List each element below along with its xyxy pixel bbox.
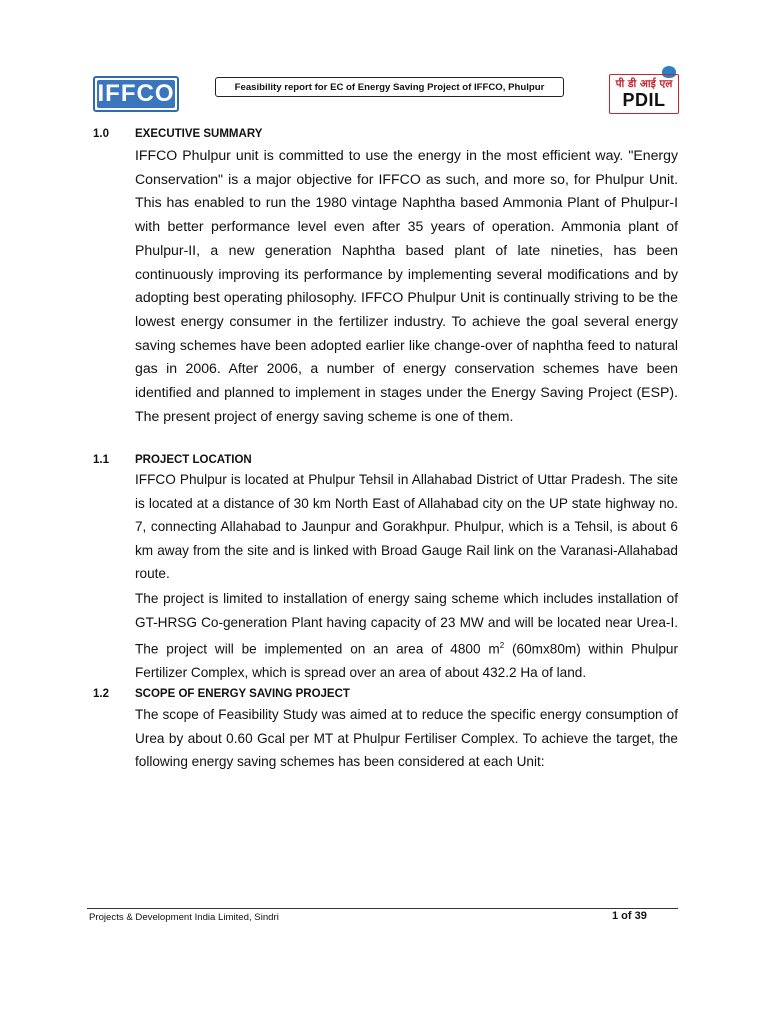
document-title: Feasibility report for EC of Energy Saving Project of IFFCO, Phulpur: [234, 81, 545, 93]
area-text-after: (60mx80m) within Phulpur Fertilizer Complex, which is spread over an area of about 432.2 Ha of land.: [135, 641, 678, 681]
document-title-box: [215, 77, 564, 97]
scope-paragraph: The scope of Feasibility Study was aimed at to reduce the specific energy consumption of Urea by about 0.60 Gcal per MT at Phulpur Fertiliser Complex. To achieve the target, the following energy saving schemes has been considered at each Unit:: [135, 707, 678, 769]
footer-divider: [87, 908, 678, 909]
section-number-1-2: 1.2: [93, 688, 109, 700]
section-title-scope-energy-saving: SCOPE OF ENERGY SAVING PROJECT: [135, 688, 350, 700]
pdil-logo-hindi: पी डी आई एल: [615, 78, 673, 90]
iffco-logo-text: IFFCO: [97, 80, 175, 107]
pdil-logo-text: PDIL: [622, 90, 666, 110]
pdil-logo: [609, 74, 679, 114]
section-number-1-1: 1.1: [93, 454, 109, 466]
area-text-before: The project is limited to installation of energy saing scheme which includes installation of GT-HRSG Co-generation Plant having capacity of 23 MW and will be located near Urea-I. The project will be implemented on an area of 4800 m: [135, 591, 678, 657]
section-title-executive-summary: EXECUTIVE SUMMARY: [135, 128, 263, 140]
page-number: 1 of 39: [612, 910, 647, 922]
project-location-paragraph: IFFCO Phulpur is located at Phulpur Tehsil in Allahabad District of Uttar Pradesh. The site is located at a distance of 30 km North East of Allahabad city on the UP state highway no. 7, connecting Allahabad to Jaunpur and Gorakhpur. Phulpur, which is a Tehsil, is about 6 km away from the site and is linked with Broad Gauge Rail link on the Varanasi-Allahabad route.: [135, 472, 678, 581]
iffco-logo: [93, 76, 179, 112]
footer-company: Projects & Development India Limited, Sindri: [89, 912, 279, 923]
section-number-1-0: 1.0: [93, 128, 109, 140]
project-scope-area-paragraph: [135, 587, 678, 685]
executive-summary-paragraph: IFFCO Phulpur unit is committed to use the energy in the most efficient way. "Energy Conservation" is a major objective for IFFCO as such, and more so, for Phulpur Unit. This has enabled to run the 1980 vintage Naphtha based Ammonia Plant of Phulpur-I with better performance level even after 35 years of operation. Ammonia plant of Phulpur-II, a new generation Naphtha based plant of late nineties, has been continuously improving its performance by implementing several modifications and by adopting best operating philosophy. IFFCO Phulpur Unit is continually striving to be the lowest energy consumer in the fertilizer industry. To achieve the goal several energy saving schemes have been adopted earlier like change-over of naphtha feed to natural gas in 2006. After 2006, a number of energy conservation schemes have been identified and planned to implement in stages under the Energy Saving Project (ESP). The present project of energy saving scheme is one of them.: [135, 147, 678, 424]
section-title-project-location: PROJECT LOCATION: [135, 454, 252, 466]
area-unit-superscript: 2: [499, 641, 505, 650]
